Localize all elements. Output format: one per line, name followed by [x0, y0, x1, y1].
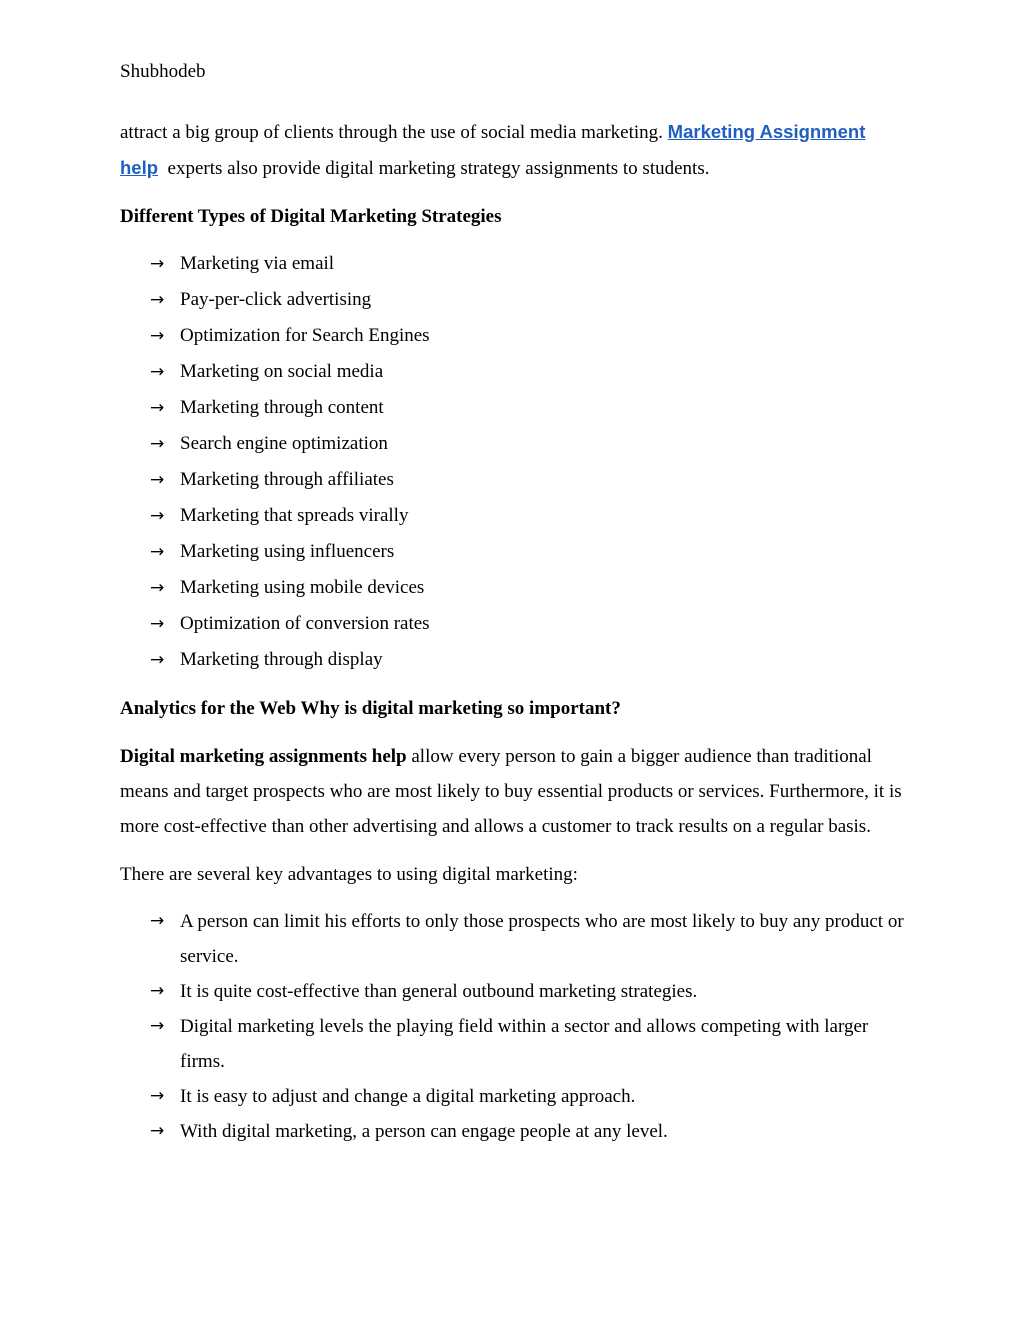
intro-paragraph: [120, 114, 910, 186]
right-arrow-icon: →: [150, 470, 165, 490]
list-item: [120, 390, 910, 426]
list-item: [120, 534, 910, 570]
list-item-label: It is quite cost-effective than general outbound marketing strategies.: [180, 981, 698, 1002]
right-arrow-icon: →: [150, 362, 165, 382]
right-arrow-icon: →: [150, 506, 165, 526]
document-body: [120, 114, 910, 1149]
list-item: [120, 498, 910, 534]
list-item: [120, 462, 910, 498]
list-item-label: Marketing using mobile devices: [180, 577, 425, 598]
intro-text: attract a big group of clients through the use of social media marketing.: [120, 122, 668, 143]
list-item-label: Optimization of conversion rates: [180, 613, 430, 634]
list-item-label: Marketing through content: [180, 397, 384, 418]
list-item: [120, 1079, 910, 1114]
list-item-label: Search engine optimization: [180, 433, 388, 454]
right-arrow-icon: →: [150, 981, 165, 1001]
right-arrow-icon: →: [150, 542, 165, 562]
link-text-part1[interactable]: Marketing Assignment: [667, 121, 866, 142]
list-item-label: Marketing using influencers: [180, 541, 395, 562]
list-item-label: Marketing via email: [180, 253, 335, 274]
section-heading-strategies: Different Types of Digital Marketing Strategies: [120, 206, 502, 227]
link-text-part2[interactable]: help: [120, 157, 159, 178]
right-arrow-icon: →: [150, 650, 165, 670]
list-item-label: Digital marketing levels the playing field within a sector and allows competing with larger firms.: [180, 1016, 869, 1072]
right-arrow-icon: →: [150, 254, 165, 274]
list-item-label: With digital marketing, a person can engage people at any level.: [180, 1121, 668, 1142]
list-item: [120, 426, 910, 462]
list-item-label: Marketing on social media: [180, 361, 384, 382]
importance-text: allow every person to gain a bigger audience than traditional means and target prospects who are most likely to buy essential products or services. Furthermore, it is more cost-effective than other advertising and allows a customer to track results on a regular basis.: [120, 746, 902, 837]
importance-bold-lead: Digital marketing assignments help: [120, 746, 407, 767]
list-item: [120, 246, 910, 282]
right-arrow-icon: →: [150, 326, 165, 346]
right-arrow-icon: →: [150, 578, 165, 598]
list-item: [120, 606, 910, 642]
list-item-label: Optimization for Search Engines: [180, 325, 430, 346]
list-item-label: Marketing through affiliates: [180, 469, 394, 490]
list-item: [120, 282, 910, 318]
right-arrow-icon: →: [150, 434, 165, 454]
right-arrow-icon: →: [150, 1121, 165, 1141]
list-item: [120, 904, 910, 974]
list-item-label: Marketing that spreads virally: [180, 505, 409, 526]
strategies-list: [120, 246, 910, 678]
right-arrow-icon: →: [150, 614, 165, 634]
list-item: [120, 1009, 910, 1079]
right-arrow-icon: →: [150, 290, 165, 310]
list-item: [120, 354, 910, 390]
list-item-label: Marketing through display: [180, 649, 383, 670]
list-item: [120, 642, 910, 678]
advantages-intro: There are several key advantages to using digital marketing:: [120, 864, 578, 885]
list-item-label: It is easy to adjust and change a digital marketing approach.: [180, 1086, 636, 1107]
list-item: [120, 1114, 910, 1149]
page-header-author: Shubhodeb: [120, 61, 206, 82]
list-item: [120, 318, 910, 354]
right-arrow-icon: →: [150, 1086, 165, 1106]
right-arrow-icon: →: [150, 398, 165, 418]
list-item-label: Pay-per-click advertising: [180, 289, 372, 310]
right-arrow-icon: →: [150, 911, 165, 931]
intro-text-after: experts also provide digital marketing strategy assignments to students.: [158, 158, 710, 179]
importance-paragraph: [120, 739, 910, 844]
section-heading-importance: Analytics for the Web Why is digital marketing so important?: [120, 698, 621, 719]
list-item: [120, 570, 910, 606]
list-item: [120, 974, 910, 1009]
list-item-label: A person can limit his efforts to only those prospects who are most likely to buy any product or service.: [180, 911, 904, 967]
right-arrow-icon: →: [150, 1016, 165, 1036]
advantages-list: [120, 904, 910, 1149]
